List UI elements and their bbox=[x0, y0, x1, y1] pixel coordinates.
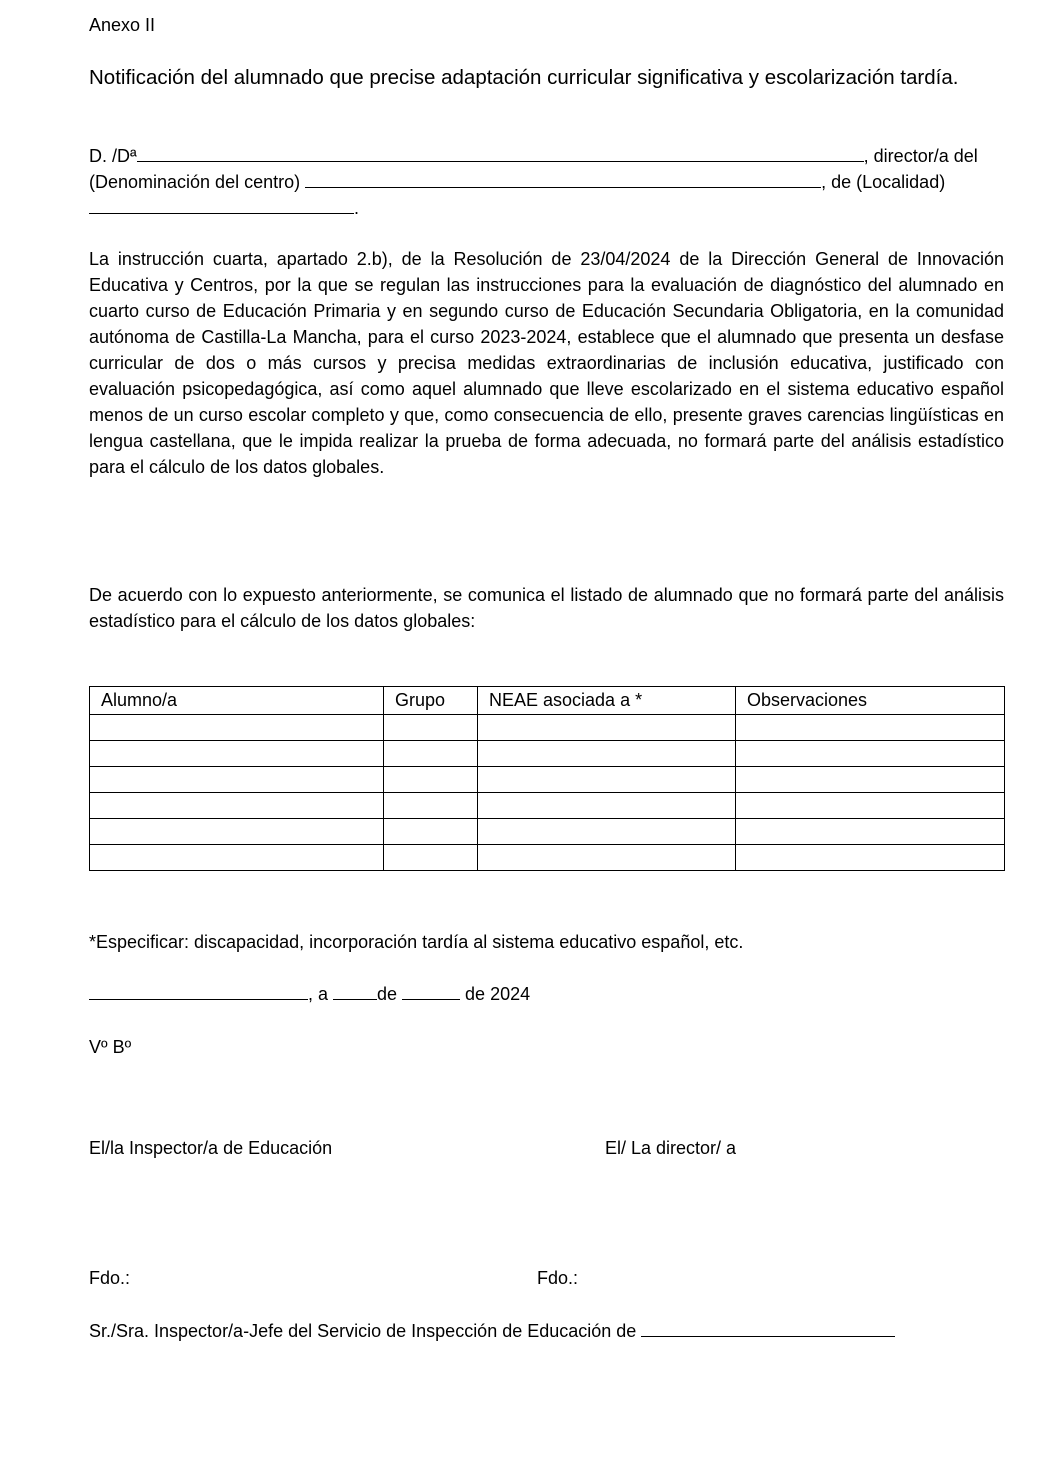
footnote: *Especificar: discapacidad, incorporación tardía al sistema educativo español, etc. bbox=[89, 932, 744, 952]
place-field[interactable] bbox=[89, 982, 308, 1000]
date-a: , a bbox=[308, 984, 334, 1004]
col-header-observaciones: Observaciones bbox=[736, 687, 1005, 715]
table-row bbox=[90, 715, 1005, 741]
cell-alumno[interactable] bbox=[90, 741, 384, 767]
cell-alumno[interactable] bbox=[90, 845, 384, 871]
listing-paragraph: De acuerdo con lo expuesto anteriormente, se comunica el listado de alumnado que no formará parte del análisis estadístico para el cálculo de los datos globales: bbox=[89, 585, 1004, 631]
table-row bbox=[90, 845, 1005, 871]
cell-grupo[interactable] bbox=[384, 741, 478, 767]
localidad-suffix: . bbox=[354, 198, 360, 218]
cell-observaciones[interactable] bbox=[736, 741, 1005, 767]
document-title: Notificación del alumnado que precise adaptación curricular significativa y escolarización tardía. bbox=[89, 66, 959, 89]
table-row bbox=[90, 819, 1005, 845]
date-de: de bbox=[377, 984, 403, 1004]
centro-prefix: (Denominación del centro) bbox=[89, 172, 301, 192]
cell-grupo[interactable] bbox=[384, 767, 478, 793]
director-name-field[interactable] bbox=[137, 144, 864, 162]
addressee-text: Sr./Sra. Inspector/a-Jefe del Servicio de Inspección de Educación de bbox=[89, 1321, 637, 1341]
cell-observaciones[interactable] bbox=[736, 793, 1005, 819]
cell-neae[interactable] bbox=[478, 715, 736, 741]
table-row bbox=[90, 767, 1005, 793]
cell-alumno[interactable] bbox=[90, 767, 384, 793]
cell-neae[interactable] bbox=[478, 767, 736, 793]
director-suffix: , director/a del bbox=[863, 146, 978, 166]
table-header-row bbox=[90, 687, 1005, 715]
approval-label: Vº Bº bbox=[89, 1037, 132, 1057]
centro-line bbox=[89, 169, 1004, 195]
date-line bbox=[89, 981, 530, 1007]
cell-neae[interactable] bbox=[478, 819, 736, 845]
cell-grupo[interactable] bbox=[384, 793, 478, 819]
cell-observaciones[interactable] bbox=[736, 845, 1005, 871]
col-header-alumno: Alumno/a bbox=[90, 687, 384, 715]
cell-observaciones[interactable] bbox=[736, 767, 1005, 793]
fdo-director: Fdo.: bbox=[537, 1268, 579, 1288]
director-line bbox=[89, 143, 1004, 169]
table-row bbox=[90, 741, 1005, 767]
inspection-service-field[interactable] bbox=[641, 1319, 895, 1337]
centro-name-field[interactable] bbox=[305, 170, 821, 188]
annex-label: Anexo II bbox=[89, 15, 156, 35]
col-header-grupo: Grupo bbox=[384, 687, 478, 715]
instruction-paragraph: La instrucción cuarta, apartado 2.b), de la Resolución de 23/04/2024 de la Dirección General de Innovación Educativa y Centros, por la que se regulan las instrucciones para la evaluación de diagnóstico del alumnado en cuarto curso de Educación Primaria y en segundo curso de Educación Secundaria Obligatoria, en la comunidad autónoma de Castilla-La Mancha, para el curso 2023-2024, establece que el alumnado que presenta un desfase curricular de dos o más cursos y precisa medidas extraordinarias de inclusión educativa, justificado con evaluación psicopedagógica, así como aquel alumnado que lleve escolarizado en el sistema educativo español menos de un curso escolar completo y que, como consecuencia de ello, presente graves carencias lingüísticas en lengua castellana, que le impida realizar la prueba de forma adecuada, no formará parte del análisis estadístico para el cálculo de los datos globales. bbox=[89, 249, 1004, 477]
day-field[interactable] bbox=[333, 982, 377, 1000]
director-prefix: D. /Dª bbox=[89, 146, 137, 166]
addressee-line bbox=[89, 1318, 895, 1344]
cell-neae[interactable] bbox=[478, 793, 736, 819]
month-field[interactable] bbox=[402, 982, 460, 1000]
fdo-inspector: Fdo.: bbox=[89, 1268, 131, 1288]
table-row bbox=[90, 793, 1005, 819]
date-year: de 2024 bbox=[460, 984, 531, 1004]
col-header-neae: NEAE asociada a * bbox=[478, 687, 736, 715]
cell-grupo[interactable] bbox=[384, 715, 478, 741]
localidad-field[interactable] bbox=[89, 196, 354, 214]
cell-grupo[interactable] bbox=[384, 819, 478, 845]
cell-observaciones[interactable] bbox=[736, 819, 1005, 845]
cell-alumno[interactable] bbox=[90, 715, 384, 741]
centro-suffix: , de (Localidad) bbox=[821, 172, 946, 192]
student-table bbox=[89, 686, 1005, 871]
cell-neae[interactable] bbox=[478, 845, 736, 871]
inspector-signature-label: El/la Inspector/a de Educación bbox=[89, 1138, 333, 1158]
cell-alumno[interactable] bbox=[90, 793, 384, 819]
localidad-line bbox=[89, 195, 359, 221]
cell-grupo[interactable] bbox=[384, 845, 478, 871]
cell-observaciones[interactable] bbox=[736, 715, 1005, 741]
director-signature-label: El/ La director/ a bbox=[605, 1138, 737, 1158]
cell-neae[interactable] bbox=[478, 741, 736, 767]
cell-alumno[interactable] bbox=[90, 819, 384, 845]
